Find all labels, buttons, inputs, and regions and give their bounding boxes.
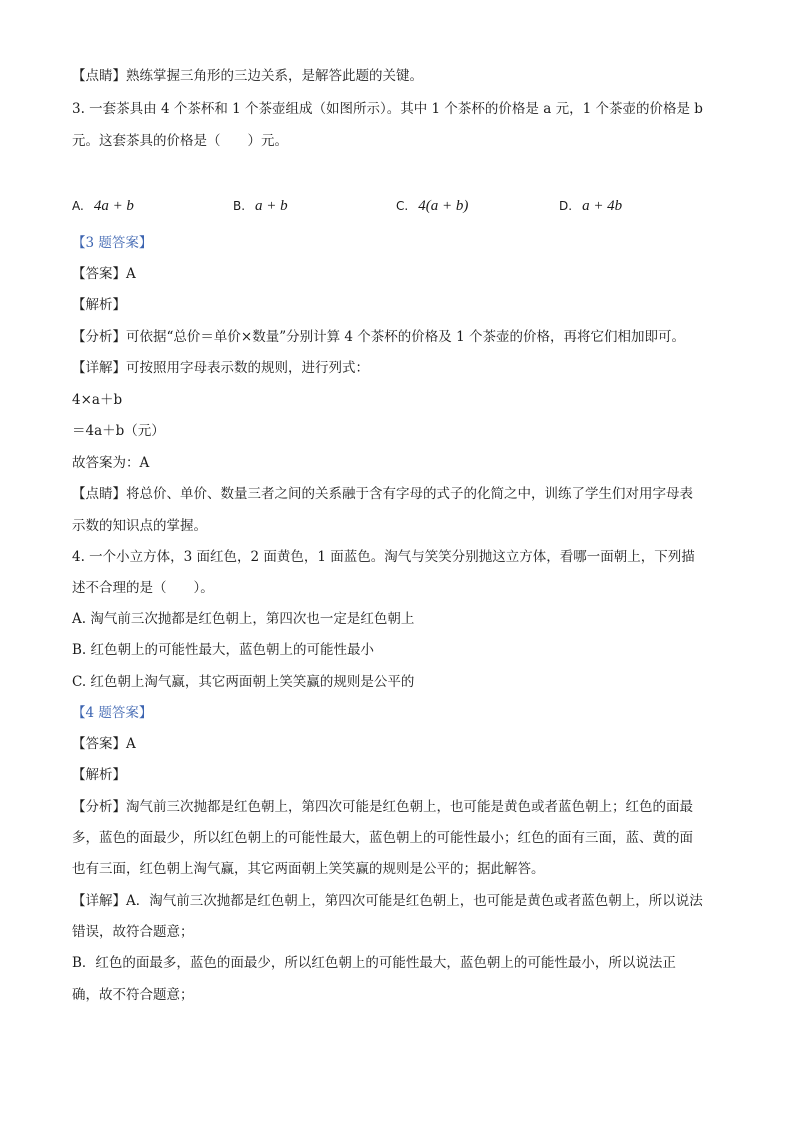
question-3-dianjing-line-1: 【点睛】将总价、单价、数量三者之间的关系融于含有字母的式子的化简之中，训练了学生们对用字母表 (72, 486, 693, 502)
choice-a (72, 198, 134, 215)
question-3-answer-header: 【3 题答案】 (72, 235, 153, 251)
question-3-jiexi: 【解析】 (72, 297, 126, 313)
choice-letter: D. (559, 199, 573, 213)
question-4-option-a: A. 淘气前三次抛都是红色朝上，第四次也一定是红色朝上 (72, 611, 415, 627)
choice-expression: 4a + b (93, 198, 134, 214)
choice-c (396, 198, 468, 215)
question-4-fenxi-line-2: 多，蓝色的面最少，所以红色朝上的可能性最大，蓝色朝上的可能性最小；红色的面有三面，蓝、黄的面 (72, 830, 693, 846)
question-4-xiangjie-line-3: B．红色的面最多，蓝色的面最少，所以红色朝上的可能性最大，蓝色朝上的可能性最小，所以说法正 (72, 955, 676, 971)
question-4-xiangjie-line-1: 【详解】A．淘气前三次抛都是红色朝上，第四次可能是红色朝上，也可能是黄色或者蓝色朝上，所以说法 (72, 893, 703, 909)
question-4-answer-header: 【4 题答案】 (72, 705, 153, 721)
question-4-option-b: B. 红色朝上的可能性最大，蓝色朝上的可能性最小 (72, 642, 375, 658)
choice-d (559, 198, 622, 215)
choice-expression: a + b (255, 198, 288, 214)
choice-expression: 4(a + b) (418, 198, 469, 214)
question-3-calc-1: 4×a＋b (72, 392, 123, 408)
question-4-stem-line-1: 4. 一个小立方体，3 面红色，2 面黄色，1 面蓝色。淘气与笑笑分别抛这立方体，看哪一面朝上，下列描 (72, 549, 695, 565)
question-4-fenxi-line-3: 也有三面，红色朝上淘气赢，其它两面朝上笑笑赢的规则是公平的；据此解答。 (72, 861, 545, 877)
question-3-stem-line-2: 元。这套茶具的价格是（ ）元。 (72, 133, 288, 149)
choice-letter: B. (233, 199, 246, 213)
question-4-stem-line-2: 述不合理的是（ ）。 (72, 580, 214, 596)
question-3-choices (72, 198, 692, 218)
question-4-fenxi-line-1: 【分析】淘气前三次抛都是红色朝上，第四次可能是红色朝上，也可能是黄色或者蓝色朝上；红色的面最 (72, 799, 693, 815)
question-3-conclusion: 故答案为：A (72, 455, 150, 471)
question-3-fenxi: 【分析】可依据“总价＝单价×数量”分别计算 4 个茶杯的价格及 1 个茶壶的价格，再将它们相加即可。 (72, 329, 685, 345)
prev-question-dianjing: 【点睛】熟练掌握三角形的三边关系，是解答此题的关键。 (72, 68, 423, 84)
choice-letter: A. (72, 199, 84, 213)
question-4-option-c: C. 红色朝上淘气赢，其它两面朝上笑笑赢的规则是公平的 (72, 674, 415, 690)
choice-expression: a + 4b (582, 198, 623, 214)
question-3-answer: 【答案】A (72, 266, 136, 282)
question-4-xiangjie-line-4: 确，故不符合题意； (72, 987, 194, 1003)
question-3-xiangjie: 【详解】可按照用字母表示数的规则，进行列式： (72, 360, 369, 376)
question-3-stem-line-1: 3. 一套茶具由 4 个茶杯和 1 个茶壶组成（如图所示）。其中 1 个茶杯的价格是 a 元，1 个茶壶的价格是 b (72, 101, 703, 117)
question-4-xiangjie-line-2: 错误，故符合题意； (72, 924, 194, 940)
question-3-calc-2: ＝4a＋b（元） (72, 423, 165, 439)
question-3-dianjing-line-2: 示数的知识点的掌握。 (72, 518, 207, 534)
choice-b (233, 198, 288, 215)
choice-letter: C. (396, 199, 409, 213)
question-4-jiexi: 【解析】 (72, 767, 126, 783)
question-4-answer: 【答案】A (72, 736, 136, 752)
